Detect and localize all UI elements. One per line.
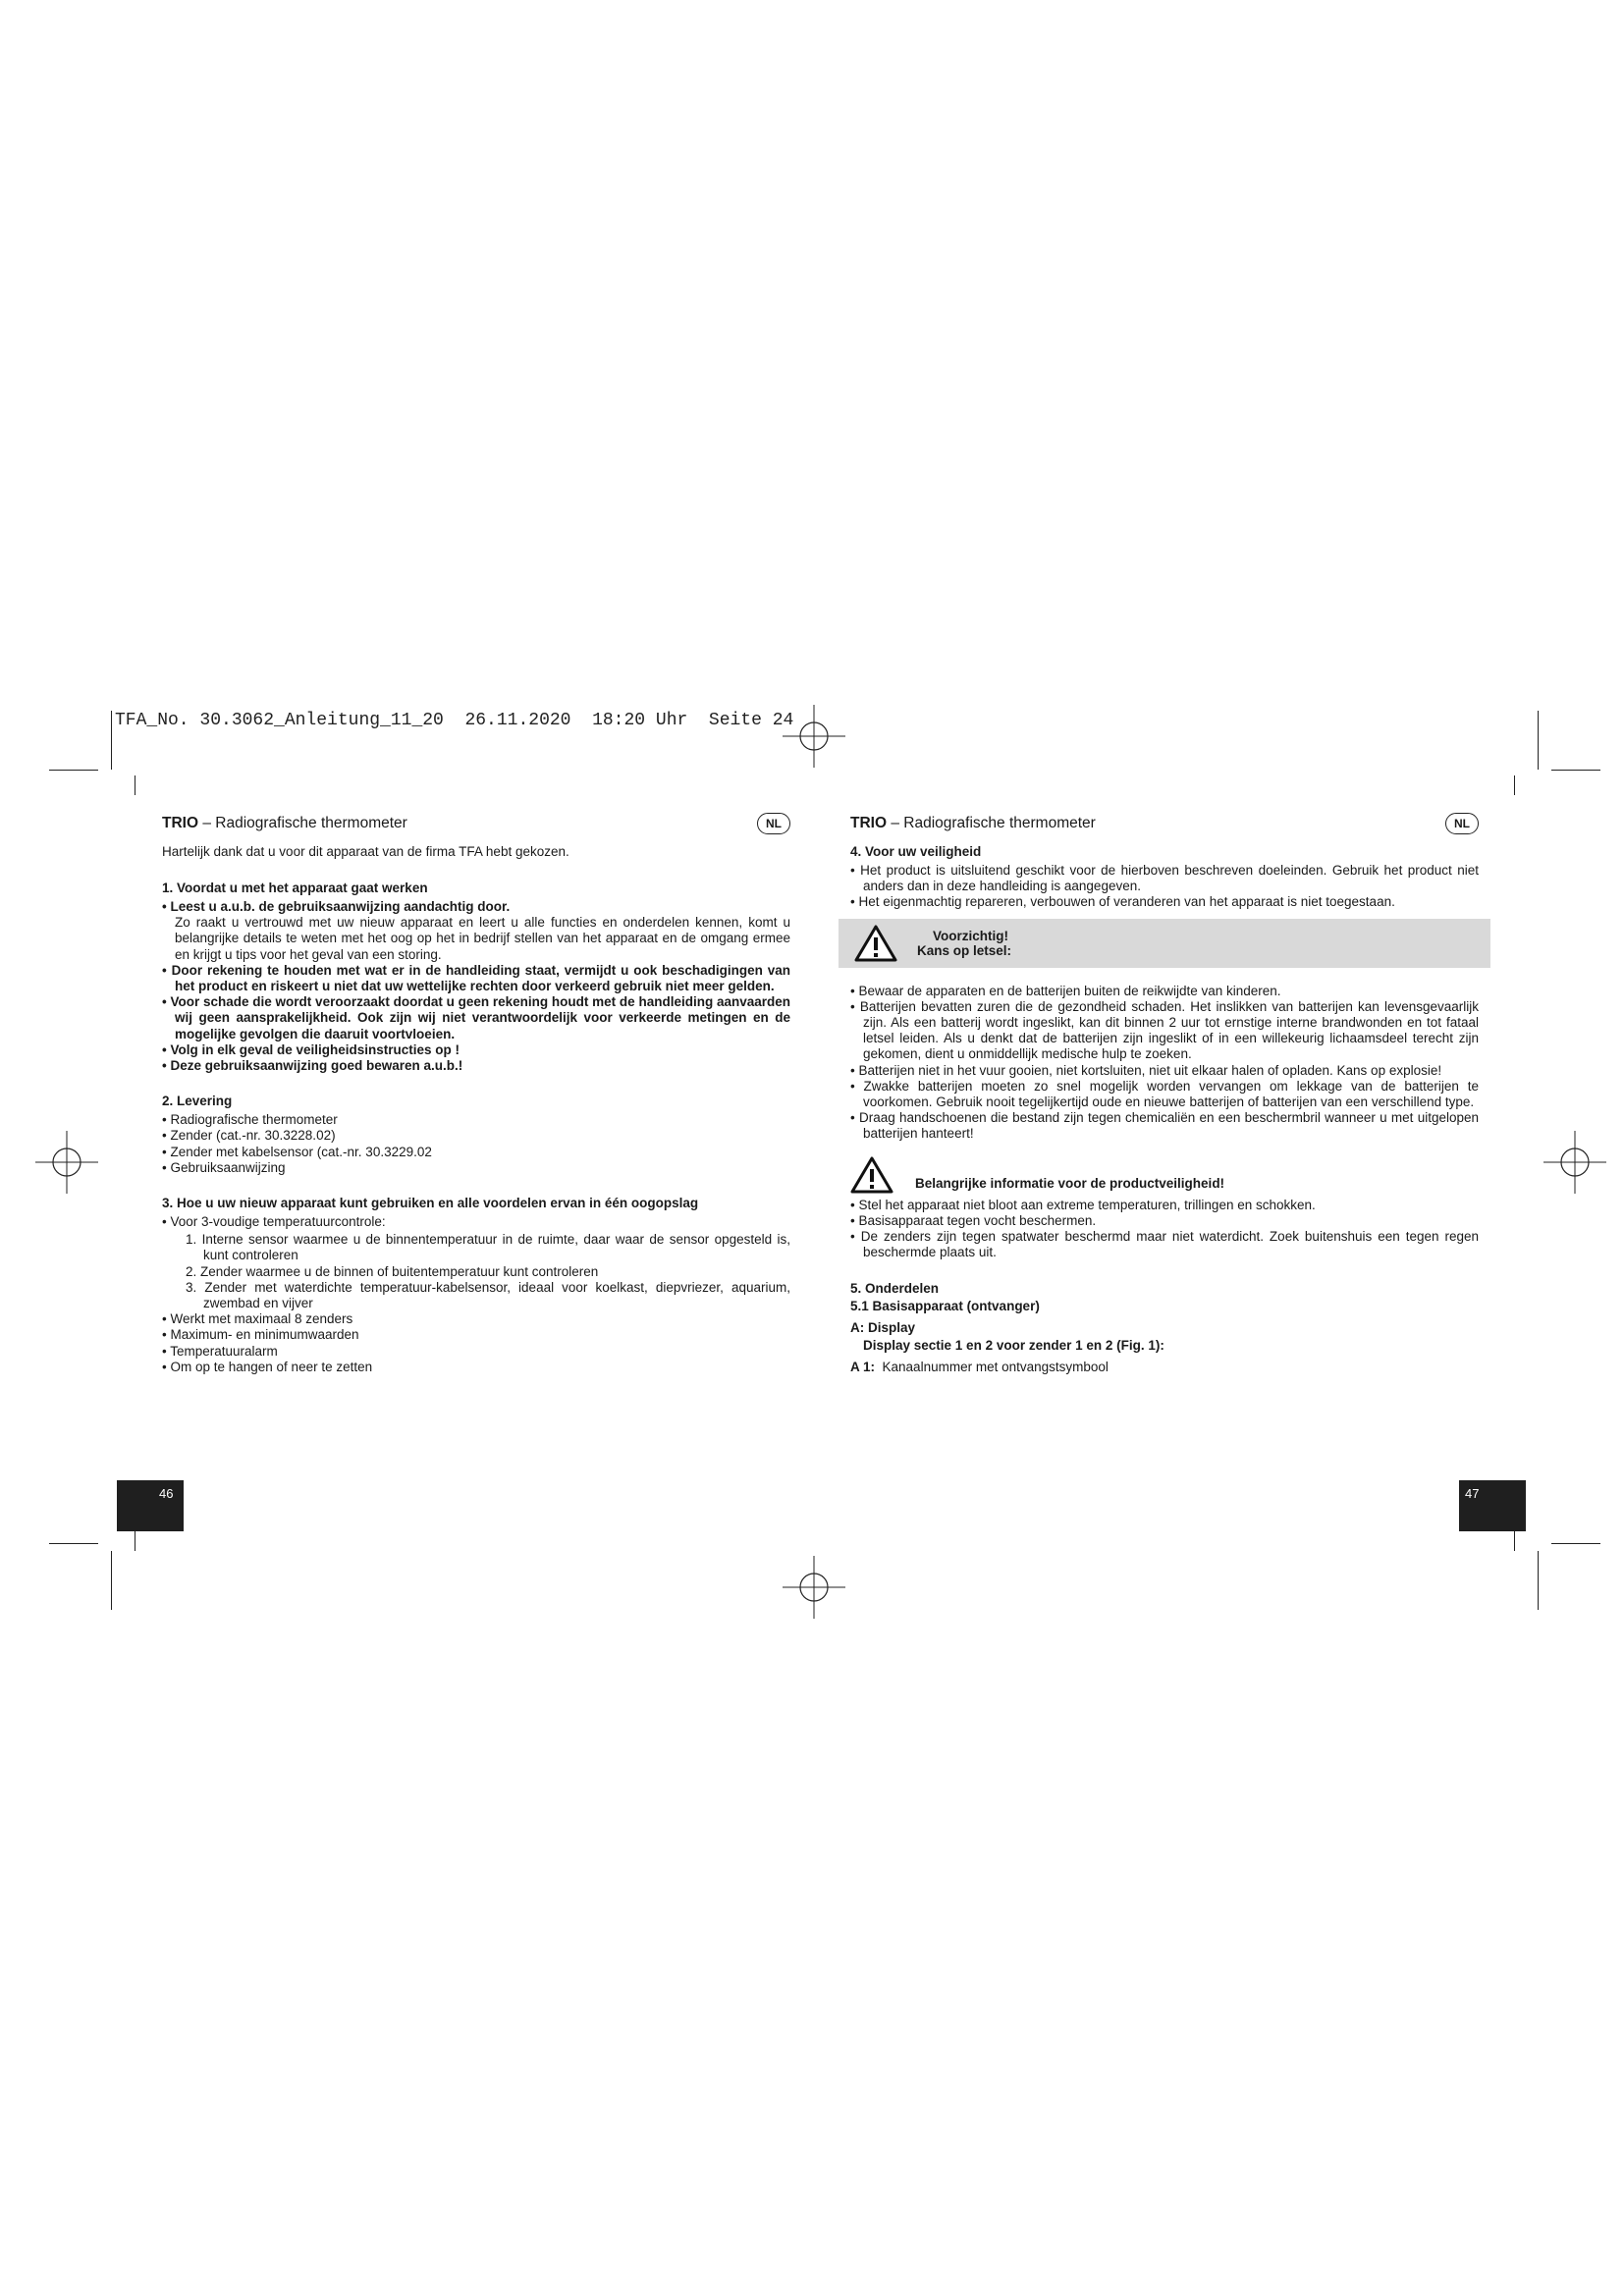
list-item: • Draag handschoenen die bestand zijn tegen chemicaliën en een beschermbril wanneer u met uitgelopen batterijen hanteert!: [850, 1110, 1479, 1142]
list-item: • Batterijen bevatten zuren die de gezondheid schaden. Het inslikken van batterijen kan levensgevaarlijk zijn. Als een batterij wordt ingeslikt, kan dit binnen 2 uur tot ernstige interne brandwonden en tot fataal letsel leiden. Als u denkt dat de batterijen zijn ingeslikt of in een willekeurig lichaamsdeel terecht zijn gekomen, dient u onmiddellijk medische hulp te zoeken.: [850, 998, 1479, 1062]
section-4: [850, 844, 1479, 1260]
registration-mark: [783, 1556, 845, 1619]
display-description: Display sectie 1 en 2 voor zender 1 en 2 (Fig. 1):: [863, 1338, 1164, 1354]
title-text: – Radiografische thermometer: [887, 815, 1096, 831]
important-title: Belangrijke informatie voor de productveiligheid!: [915, 1175, 1225, 1191]
list-item: • Radiografische thermometer: [162, 1112, 338, 1128]
list-item: • Door rekening te houden met wat er in de handleiding staat, vermijdt u ook beschadigingen van het product en riskeert u niet dat uw wettelijke rechten door verkeerd gebruik niet meer gelden.: [162, 962, 790, 994]
list-item: • Maximum- en minimumwaarden: [162, 1327, 359, 1343]
numbered-item: 2. Zender waarmee u de binnen of buitentemperatuur kunt controleren: [186, 1263, 599, 1279]
list-item: • Gebruiksaanwijzing: [162, 1159, 286, 1175]
section-2: [162, 1094, 790, 1176]
crop-mark: [1551, 1543, 1600, 1544]
registration-mark: [1543, 1131, 1606, 1194]
language-badge: NL: [1445, 813, 1479, 834]
warning-box: [839, 919, 1490, 968]
warning-subtitle: Kans op letsel:: [917, 942, 1012, 958]
page-title: [850, 815, 1479, 834]
page-number: 46: [159, 1486, 174, 1501]
title-text: – Radiografische thermometer: [198, 815, 407, 831]
list-item: • Werkt met maximaal 8 zenders: [162, 1311, 353, 1327]
right-page: [850, 815, 1479, 1376]
list-item: • Zender met kabelsensor (cat.-nr. 30.3229.02: [162, 1144, 432, 1159]
warning-icon: [850, 1156, 893, 1194]
left-page: [162, 815, 790, 1395]
list-item: • De zenders zijn tegen spatwater beschermd maar niet waterdicht. Zoek buitenshuis een tegen regen beschermde plaats uit.: [850, 1229, 1479, 1260]
list-item: • Temperatuuralarm: [162, 1343, 278, 1359]
crop-mark: [1514, 775, 1515, 795]
subsection-heading: 5.1 Basisapparaat (ontvanger): [850, 1299, 1040, 1314]
section-heading: 1. Voordat u met het apparaat gaat werken: [162, 881, 428, 895]
crop-mark: [1538, 1551, 1539, 1610]
section-3: [162, 1196, 790, 1375]
list-item: • Om op te hangen of neer te zetten: [162, 1359, 373, 1374]
list-item: • Zwakke batterijen moeten zo snel mogelijk worden vervangen om lekkage van de batterijen te voorkomen. Gebruik nooit tegelijkertijd oude en nieuwe batterijen of batterijen van een verschillend type.: [850, 1078, 1479, 1110]
intro-text: Hartelijk dank dat u voor dit apparaat van de firma TFA hebt gekozen.: [162, 844, 569, 859]
warning-icon: [854, 925, 897, 962]
title-product: TRIO: [162, 815, 199, 831]
numbered-item: 1. Interne sensor waarmee u de binnentemperatuur in de ruimte, daar waar de sensor opgesteld is, kunt controleren: [186, 1232, 790, 1263]
page-number-box: [1459, 1480, 1526, 1531]
registration-mark: [35, 1131, 98, 1194]
list-item: • Leest u a.u.b. de gebruiksaanwijzing aandachtig door. Zo raakt u vertrouwd met uw nieuw apparaat en leert u alle functies en onderdelen kennen, komt u belangrijke details te weten met het oog op het in bedrijf stellen van het apparaat en de omgang ermee en krijgt u tips voor het geval van een storing.: [162, 899, 790, 962]
item-text: Kanaalnummer met ontvangstsymbool: [882, 1360, 1109, 1375]
list-item: • Batterijen niet in het vuur gooien, niet kortsluiten, niet uit elkaar halen of opladen. Kans op explosie!: [850, 1062, 1442, 1078]
crop-mark: [111, 1551, 112, 1610]
printer-slug: TFA_No. 30.3062_Anleitung_11_20 26.11.2020 18:20 Uhr Seite 24: [115, 711, 794, 730]
crop-mark: [1538, 711, 1539, 770]
crop-mark: [49, 770, 98, 771]
list-item: • Voor 3-voudige temperatuurcontrole:: [162, 1214, 386, 1230]
display-label: A: Display: [850, 1320, 916, 1336]
list-item: • Het eigenmachtig repareren, verbouwen of veranderen van het apparaat is niet toegestaan.: [850, 894, 1395, 910]
registration-mark: [783, 705, 845, 768]
section-heading: 2. Levering: [162, 1094, 233, 1109]
section-heading: 4. Voor uw veiligheid: [850, 844, 982, 859]
item-label: A 1:: [850, 1360, 876, 1375]
section-5: [850, 1280, 1479, 1376]
warning-title: Voorzichtig!: [933, 928, 1008, 943]
page-number-box: [117, 1480, 184, 1531]
list-item: • Deze gebruiksaanwijzing goed bewaren a.u.b.!: [162, 1058, 463, 1074]
crop-mark: [1551, 770, 1600, 771]
crop-mark: [111, 711, 112, 770]
section-1: [162, 881, 790, 1074]
important-info: [850, 1156, 1479, 1198]
page-number: 47: [1465, 1486, 1480, 1501]
list-item: • Volg in elk geval de veiligheidsinstructies op !: [162, 1041, 460, 1057]
section-heading: 3. Hoe u uw nieuw apparaat kunt gebruiken en alle voordelen ervan in één oogopslag: [162, 1196, 699, 1211]
list-item-detail: Zo raakt u vertrouwd met uw nieuw apparaat en leert u alle functies en onderdelen kennen, komt u belangrijke details te weten met het oog op het in bedrijf stellen van het apparaat en de omgang ermee en krijgt u tips voor het geval van een storing.: [175, 915, 790, 962]
language-badge: NL: [757, 813, 790, 834]
list-item: • Stel het apparaat niet bloot aan extreme temperaturen, trillingen en schokken.: [850, 1197, 1316, 1212]
crop-mark: [1514, 1531, 1515, 1551]
crop-mark: [49, 1543, 98, 1544]
title-product: TRIO: [850, 815, 888, 831]
section-heading: 5. Onderdelen: [850, 1281, 940, 1297]
page-title: [162, 815, 790, 834]
list-item: • Het product is uitsluitend geschikt voor de hierboven beschreven doeleinden. Gebruik het product niet anders dan in deze handleiding is aangegeven.: [850, 863, 1479, 894]
list-item: • Voor schade die wordt veroorzaakt doordat u geen rekening houdt met de handleiding aanvaarden wij geen aansprakelijkheid. Ook zijn wij niet verantwoordelijk voor verkeerde metingen en de mogelijke gevolgen die daaruit voortvloeien.: [162, 994, 790, 1041]
numbered-item: 3. Zender met waterdichte temperatuur-kabelsensor, ideaal voor koelkast, diepvriezer, aquarium, zwembad en vijver: [186, 1279, 790, 1311]
list-item: • Bewaar de apparaten en de batterijen buiten de reikwijdte van kinderen.: [850, 983, 1281, 998]
list-item: • Zender (cat.-nr. 30.3228.02): [162, 1128, 336, 1144]
list-item: • Basisapparaat tegen vocht beschermen.: [850, 1212, 1097, 1228]
